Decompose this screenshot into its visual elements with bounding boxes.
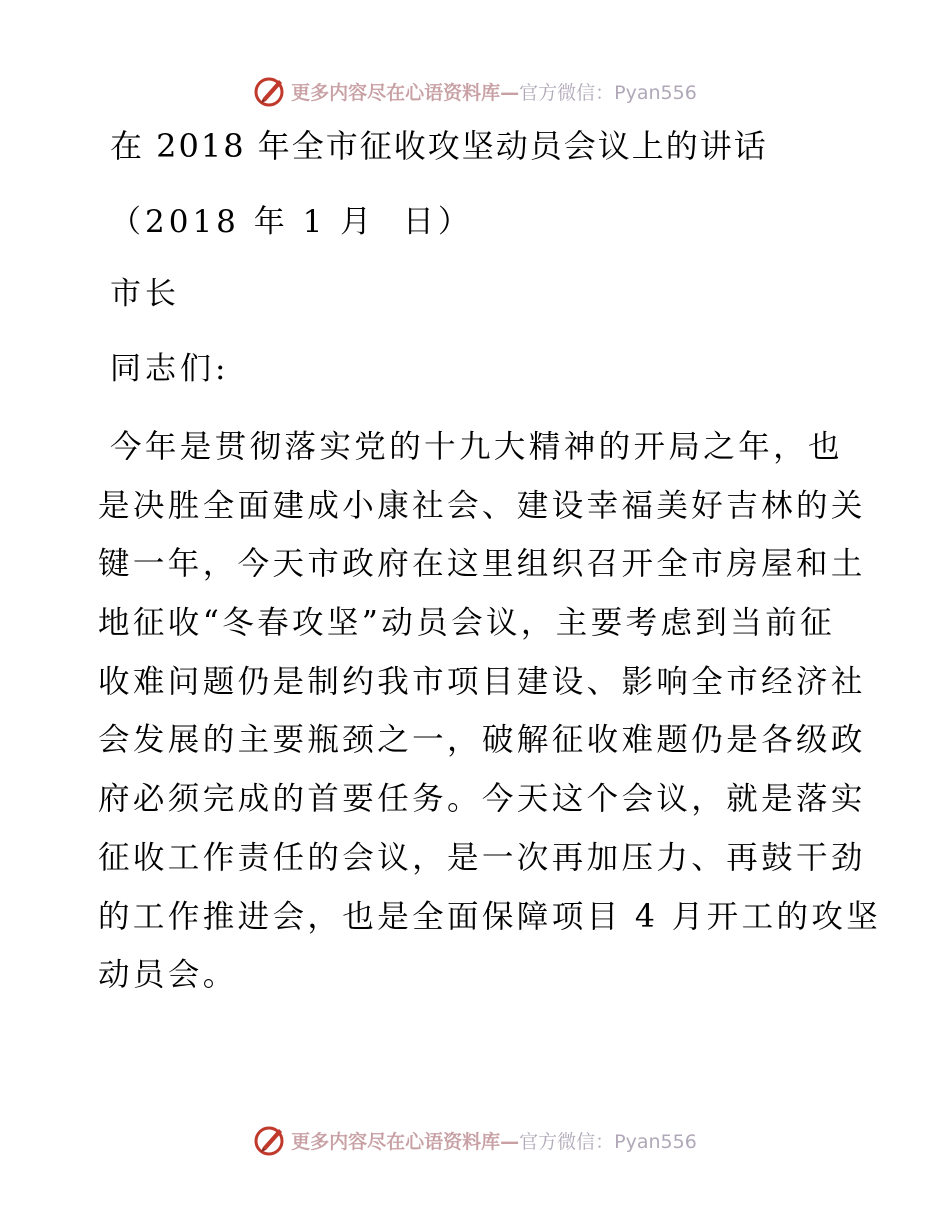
watermark-wechat-text: 官方微信：Pyan556 (519, 1130, 697, 1153)
body-line: 征收工作责任的会议，是一次再加压力、再鼓干劲 (98, 839, 866, 876)
document-title: 在 2018 年全市征收攻坚动员会议上的讲话 (110, 127, 768, 165)
body-paragraph (98, 418, 882, 1005)
body-line: 键一年，今天市政府在这里组织召开全市房屋和土 (98, 546, 866, 583)
watermark-main-text: 更多内容尽在心语资料库— (291, 1130, 520, 1153)
document-date: （2018 年 1 月 日） (110, 204, 473, 240)
salutation: 同志们: (110, 351, 230, 387)
body-line: 府必须完成的首要任务。今天这个会议，就是落实 (98, 781, 866, 818)
pen-logo-icon (253, 1123, 287, 1157)
body-line: 会发展的主要瓶颈之一，破解征收难题仍是各级政 (98, 722, 866, 759)
watermark-wechat-text: 官方微信：Pyan556 (519, 81, 697, 104)
header-watermark-banner (0, 71, 950, 111)
footer-watermark-banner (0, 1120, 950, 1160)
body-line: 动员会。 (98, 957, 238, 994)
body-line: 是决胜全面建成小康社会、建设幸福美好吉林的关 (98, 487, 866, 524)
watermark-main-text: 更多内容尽在心语资料库— (291, 81, 520, 104)
body-line: 地征收“冬春攻坚”动员会议，主要考虑到当前征 (98, 605, 836, 642)
body-line: 今年是贯彻落实党的十九大精神的开局之年，也 (110, 429, 843, 465)
pen-logo-icon (253, 74, 287, 108)
body-line: 收难问题仍是制约我市项目建设、影响全市经济社 (98, 663, 866, 700)
body-line: 的工作推进会，也是全面保障项目 4 月开工的攻坚 (98, 898, 882, 935)
speaker-name: 市长 (110, 276, 180, 312)
